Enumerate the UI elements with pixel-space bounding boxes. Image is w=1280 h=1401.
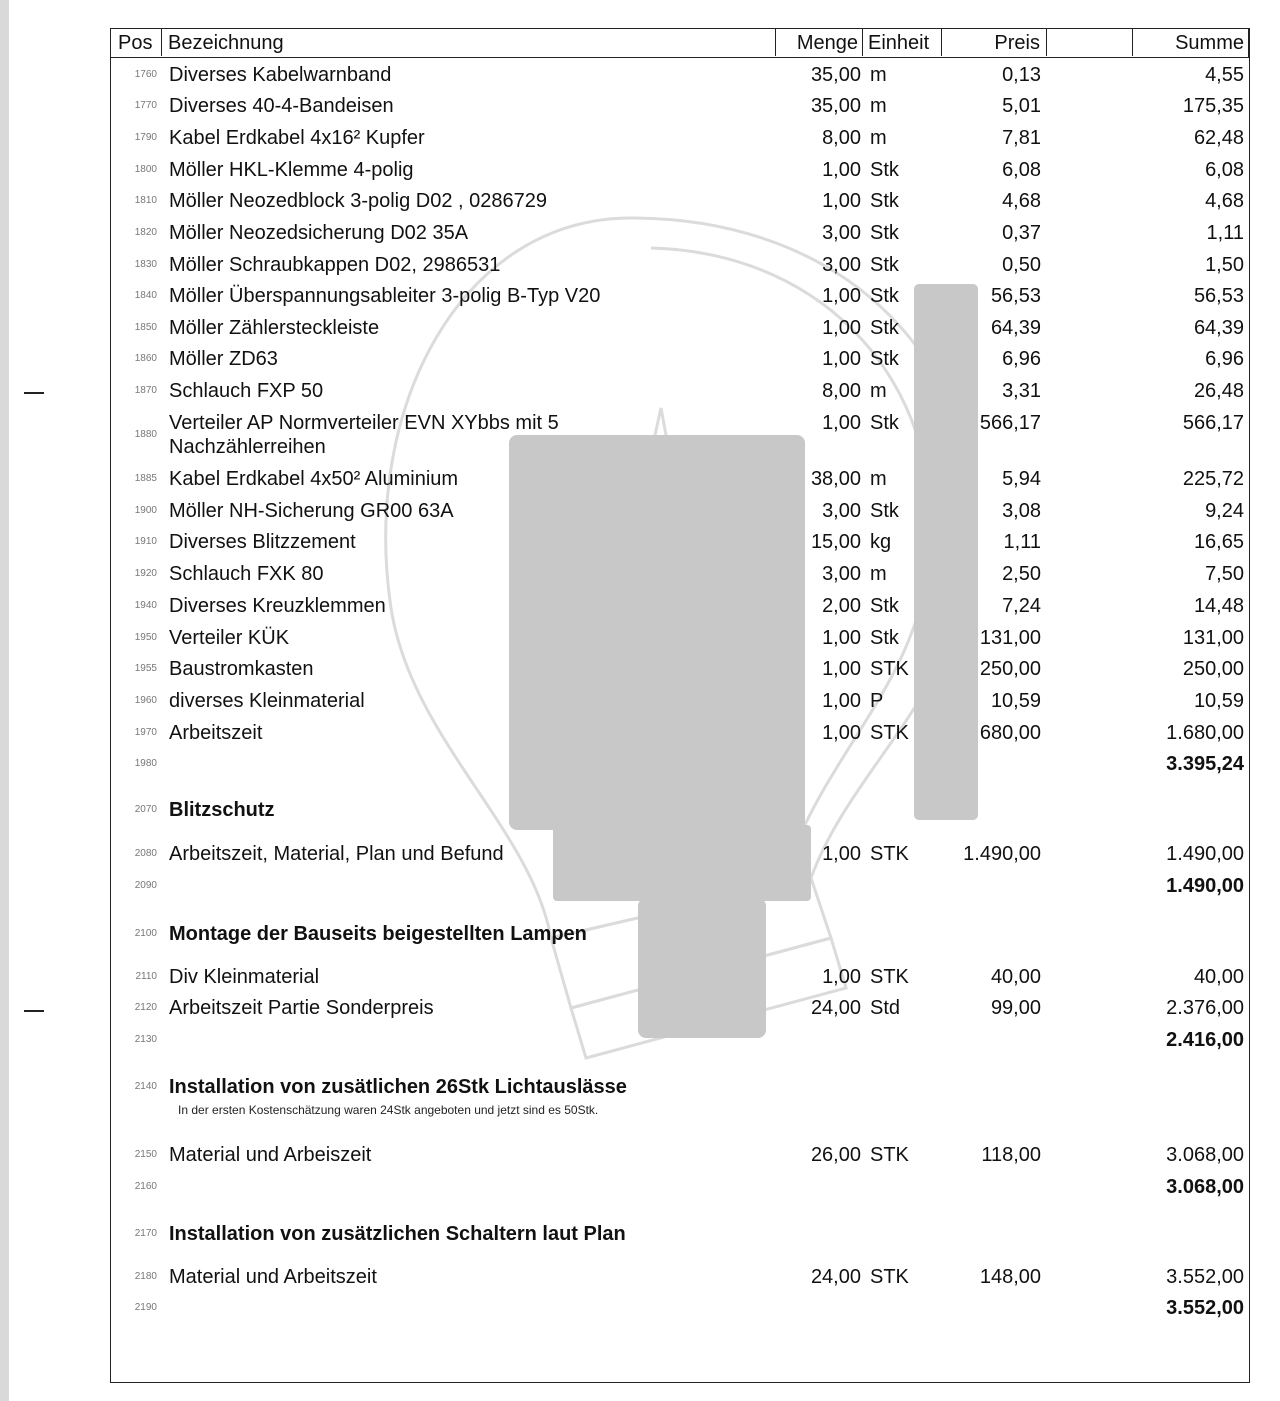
redaction-block [914,284,978,820]
page-edge-mark [24,1010,44,1012]
header-spacer [1047,29,1133,56]
redaction-block [638,898,766,1038]
page-edge-mark [24,392,44,394]
header-pos: Pos [111,29,162,56]
redaction-block [509,435,805,830]
table-header [110,28,1249,58]
table-row: 1880 Verteiler AP Normverteiler EVN XYbbs mit 5 Nachzählerreihen 1,00 Stk 566,17 566,17 [134,412,1244,458]
header-einheit: Einheit [863,29,942,56]
redaction-block [553,825,811,901]
header-menge: Menge [776,29,863,56]
header-summe: Summe [1175,32,1244,54]
header-bezeichnung: Bezeichnung [162,29,776,56]
viewer-left-gutter [0,0,9,1401]
header-preis: Preis [942,29,1047,56]
invoice-page: Pos Bezeichnung Menge Einheit Preis Summe 1760 Diverses Kabelwarnband 35,00 m 0,13 4,55 1770 Diverses 40-4-Bandeisen 35,00 m 5,01 175,35 1790 Kabel Erdkabel 4x16² Kupfer 8,00 m 7,81 62,48 1800 Möller HKL-Klemme 4-polig 1,00 Stk 6,08 6,08 1810 Möller Neozedblock 3-polig D02 , 0286729 1,00 Stk 4,68 4,68 1820 Möller Neozedsicherung D02 35A 3,00 Stk 0,37 1,11 1830 Möller Schraubkappen D02, 2986531 3,00 Stk 0,50 1,50 1840 Möller Überspannungsableiter 3-polig B-Typ V20 1,00 Stk 56,53 56,53 1850 Möller Zählersteckleiste 1,00 Stk 64,39 64,39 1860 Möller ZD63 1,00 Stk 6,96 6,96 1870 Schlauch FXP 50 8,00 m 3,31 26,48 1880 Verteiler AP Normverteiler EVN XYbbs mit 5 Nachzählerreihen 1,00 Stk 566,17 566,17 1885 Kabel Erdkabel 4x50² Aluminium 38,00 m 5,94 225,72 1900 Möller NH-Sicherung GR00 63A 3,00 Stk 3,08 9,24 1910 Diverses Blitzzement 15,00 kg 1,11 16,65 1920 Schlauch FXK 80 3,00 m 2,50 7,50 1940 Diverses Kreuzklemmen 2,00 Stk 7,24 14,48 1950 Verteiler KÜK 1,00 Stk 131,00 131,00 1955 Baustromkasten 1,00 STK 250,00 250,00 1960 diverses Kleinmaterial 1,00 P 10,59 10,59 1970 Arbeitszeit 1,00 STK 680,00 1.680,00 1980 3.395,24 2070 Blitzschutz 2080 Arbeitszeit, Material, Plan und Befund 1,00 STK 1.490,00 1.490,00 2090 1.490,00 2100 Montage der Bauseits beigestellten Lampen 2110 Div Kleinmaterial 1,00 STK 40,00 40,00 2120 Arbeitszeit Partie Sonderpreis 24,00 Std 99,00 2.376,00 2130 2.416,00 2140 Installation von zusätlichen 26Stk Lichtauslässe In der ersten Kostenschätzung waren 24Stk angeboten und jetzt sind es 50Stk. 2150 Material und Arbeiszeit 26,00 STK 118,00 3.068,00 2160 3.068,00 2170 Installation von zusätzlichen Schaltern laut Plan 2180 Material und Arbeitszeit 24,00 STK 148,00 3.552,00 2190 3.552,00 [110,28,1250,1383]
